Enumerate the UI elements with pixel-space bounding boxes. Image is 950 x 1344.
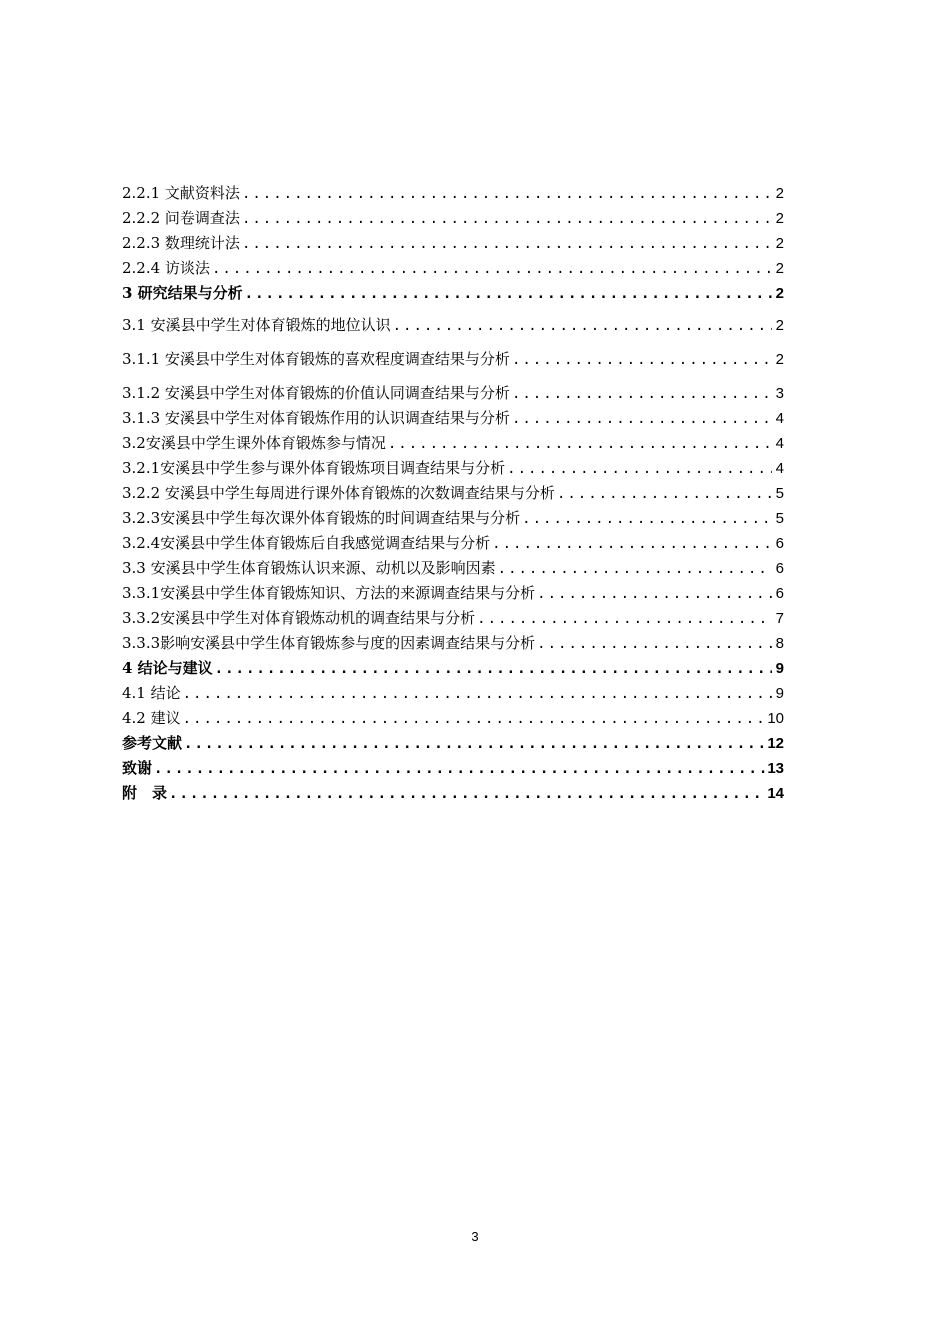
- toc-entry-page: 6: [775, 535, 784, 552]
- toc-entry-page: 9: [775, 660, 784, 677]
- dot-leader: [245, 282, 772, 307]
- table-of-contents: [122, 181, 784, 806]
- toc-entry[interactable]: [122, 181, 784, 206]
- dot-leader: [522, 507, 772, 532]
- dot-leader: [242, 182, 772, 207]
- toc-entry-title: 3.2.3安溪县中学生每次课外体育锻炼的时间调查结果与分析: [122, 509, 521, 527]
- toc-entry-page: 4: [775, 435, 784, 452]
- toc-entry[interactable]: [122, 256, 784, 281]
- toc-entry-chapter[interactable]: [122, 656, 784, 681]
- toc-entry-page: 5: [775, 485, 784, 502]
- toc-entry-page: 3: [775, 385, 784, 402]
- toc-entry-title: 2.2.2 问卷调查法: [122, 209, 240, 227]
- toc-entry-page: 2: [775, 285, 784, 302]
- toc-entry-title: 3.1.3 安溪县中学生对体育锻炼作用的认识调查结果与分析: [122, 409, 510, 427]
- toc-entry-chapter[interactable]: [122, 731, 784, 756]
- toc-entry-title: 参考文献: [122, 734, 183, 752]
- dot-leader: [512, 348, 772, 373]
- toc-entry-page: 4: [775, 410, 784, 427]
- toc-entry-title: 附 录: [122, 784, 168, 802]
- toc-entry-title: 3.2安溪县中学生课外体育锻炼参与情况: [122, 434, 386, 452]
- toc-entry[interactable]: [122, 313, 784, 338]
- toc-entry-title: 4 结论与建议: [122, 659, 213, 677]
- toc-entry[interactable]: [122, 506, 784, 531]
- toc-entry-page: 10: [767, 710, 784, 727]
- toc-entry-title: 3.1 安溪县中学生对体育锻炼的地位认识: [122, 316, 391, 334]
- toc-entry-page: 12: [767, 735, 784, 752]
- toc-entry[interactable]: [122, 481, 784, 506]
- toc-entry-page: 14: [767, 785, 784, 802]
- dot-leader: [512, 407, 772, 432]
- toc-entry-title: 3.3.3影响安溪县中学生体育锻炼参与度的因素调查结果与分析: [122, 634, 536, 652]
- dot-leader: [242, 207, 772, 232]
- toc-entry-title: 3.1.1 安溪县中学生对体育锻炼的喜欢程度调查结果与分析: [122, 350, 510, 368]
- dot-leader: [183, 707, 766, 732]
- dot-leader: [169, 782, 765, 807]
- dot-leader: [512, 382, 772, 407]
- dot-leader: [492, 532, 772, 557]
- toc-entry-page: 6: [775, 560, 784, 577]
- toc-entry-title: 3.3.1安溪县中学生体育锻炼知识、方法的来源调查结果与分析: [122, 584, 536, 602]
- dot-leader: [507, 457, 772, 482]
- dot-leader: [183, 682, 772, 707]
- toc-entry-page: 2: [775, 351, 784, 368]
- toc-entry-page: 2: [775, 210, 784, 227]
- toc-entry-page: 4: [775, 460, 784, 477]
- dot-leader: [242, 232, 772, 257]
- toc-entry-page: 5: [775, 510, 784, 527]
- toc-entry-page: 8: [775, 635, 784, 652]
- toc-entry[interactable]: [122, 381, 784, 406]
- toc-entry[interactable]: [122, 347, 784, 372]
- toc-entry-page: 9: [775, 685, 784, 702]
- toc-entry[interactable]: [122, 581, 784, 606]
- toc-entry-page: 2: [775, 185, 784, 202]
- toc-entry[interactable]: [122, 631, 784, 656]
- toc-entry-title: 2.2.4 访谈法: [122, 259, 210, 277]
- toc-entry-chapter[interactable]: [122, 281, 784, 306]
- toc-entry-title: 3.3 安溪县中学生体育锻炼认识来源、动机以及影响因素: [122, 559, 496, 577]
- toc-entry[interactable]: [122, 606, 784, 631]
- toc-entry-title: 4.2 建议: [122, 709, 181, 727]
- toc-entry[interactable]: [122, 456, 784, 481]
- dot-leader: [557, 482, 772, 507]
- dot-leader: [477, 607, 772, 632]
- toc-entry-page: 13: [767, 760, 784, 777]
- toc-entry-title: 3.1.2 安溪县中学生对体育锻炼的价值认同调查结果与分析: [122, 384, 510, 402]
- toc-entry[interactable]: [122, 706, 784, 731]
- toc-entry-title: 3.2.4安溪县中学生体育锻炼后自我感觉调查结果与分析: [122, 534, 491, 552]
- toc-entry-chapter[interactable]: [122, 756, 784, 781]
- toc-entry-title: 3 研究结果与分析: [122, 284, 243, 302]
- toc-entry[interactable]: [122, 206, 784, 231]
- toc-entry-chapter[interactable]: [122, 781, 784, 806]
- toc-entry-title: 致谢: [122, 759, 153, 777]
- toc-entry-page: 2: [775, 317, 784, 334]
- toc-entry[interactable]: [122, 431, 784, 456]
- dot-leader: [154, 757, 765, 782]
- dot-leader: [184, 732, 765, 757]
- dot-leader: [212, 257, 772, 282]
- dot-leader: [537, 632, 772, 657]
- dot-leader: [215, 657, 772, 682]
- toc-entry-title: 2.2.1 文献资料法: [122, 184, 240, 202]
- dot-leader: [498, 557, 772, 582]
- toc-entry-title: 2.2.3 数理统计法: [122, 234, 240, 252]
- toc-entry-page: 7: [775, 610, 784, 627]
- toc-entry-title: 3.2.1安溪县中学生参与课外体育锻炼项目调查结果与分析: [122, 459, 506, 477]
- dot-leader: [537, 582, 772, 607]
- dot-leader: [388, 432, 772, 457]
- toc-entry[interactable]: [122, 231, 784, 256]
- toc-entry[interactable]: [122, 406, 784, 431]
- toc-entry-title: 4.1 结论: [122, 684, 181, 702]
- toc-entry-title: 3.3.2安溪县中学生对体育锻炼动机的调查结果与分析: [122, 609, 476, 627]
- page-number: 3: [471, 1229, 479, 1244]
- toc-entry-page: 2: [775, 235, 784, 252]
- toc-entry[interactable]: [122, 531, 784, 556]
- toc-entry-page: 6: [775, 585, 784, 602]
- toc-entry[interactable]: [122, 681, 784, 706]
- toc-entry-title: 3.2.2 安溪县中学生每周进行课外体育锻炼的次数调查结果与分析: [122, 484, 555, 502]
- toc-entry[interactable]: [122, 556, 784, 581]
- toc-entry-page: 2: [775, 260, 784, 277]
- dot-leader: [393, 314, 772, 339]
